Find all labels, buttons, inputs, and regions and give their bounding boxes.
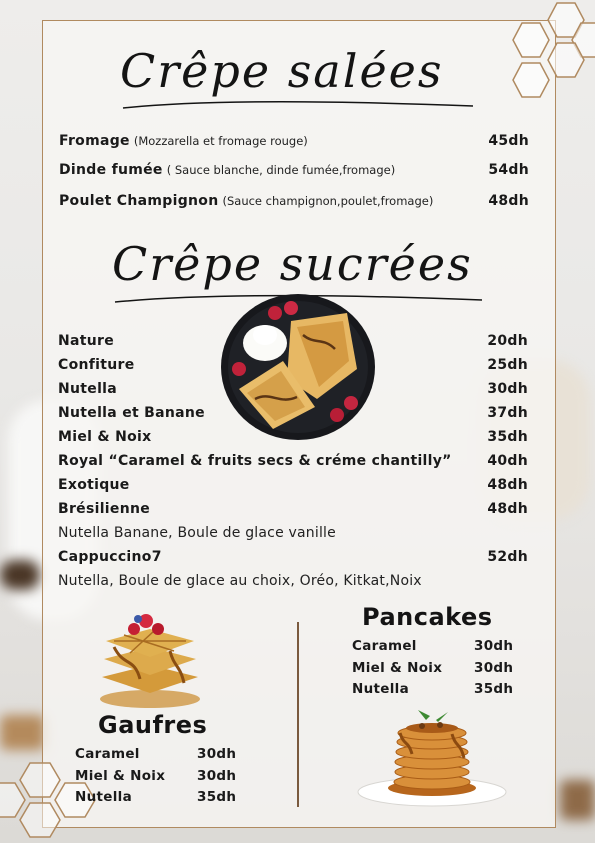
menu-item-sweet [58,381,528,403]
item-name: Exotique [58,477,130,493]
menu-item-sweet [58,429,528,451]
gaufres-title: Gaufres [98,711,208,739]
item-price: 40dh [487,453,528,469]
menu-item-cappuccino [58,549,528,571]
item-price: 52dh [487,549,528,565]
item-name: Confiture [58,357,135,373]
item-name: Nature [58,333,115,349]
item-price: 30dh [197,767,237,784]
gaufres-item [75,789,242,809]
item-price: 30dh [474,659,514,676]
item-name: Miel & Noix [352,659,443,676]
item-name: Royal “Caramel & fruits secs & créme chantilly” [58,453,452,469]
sweet-crepes-title: Crêpe sucrées [112,237,473,291]
item-name: Poulet Champignon [59,193,219,209]
menu-item-savory [59,193,529,215]
menu-item-sweet [58,453,528,475]
item-name: Dinde fumée [59,162,163,178]
title-swash [118,96,478,116]
item-price: 30dh [487,381,528,397]
item-name: Nutella [75,789,132,805]
item-price: 54dh [488,162,529,178]
pancakes-item [352,638,519,658]
pancakes-item [352,681,519,701]
section-divider [297,622,299,807]
pancakes-title: Pancakes [362,603,493,631]
menu-item-sweet [58,477,528,499]
item-price: 30dh [474,638,514,654]
item-name: Miel & Noix [75,767,166,784]
cappuccino-description: Nutella, Boule de glace au choix, Oréo, Kitkat,Noix [58,573,422,589]
background-cookie [0,715,45,750]
item-name: Nutella et Banane [58,405,205,421]
item-price: 48dh [488,193,529,209]
menu-item-savory [59,133,529,155]
item-description: (Sauce champignon,poulet,fromage) [222,194,434,208]
menu-item-sweet [58,501,528,523]
hexagon-decoration-top [495,0,595,110]
item-price: 35dh [474,681,514,697]
background-cookie-right [560,780,595,820]
item-price: 48dh [487,477,528,493]
item-price: 37dh [487,405,528,421]
savory-crepes-title: Crêpe salées [120,44,444,98]
menu-item-sweet [58,405,528,427]
item-name: Caramel [75,746,140,762]
item-name: Brésilienne [58,501,151,517]
item-price: 45dh [488,133,529,149]
item-name: Fromage [59,133,130,149]
bresilienne-description: Nutella Banane, Boule de glace vanille [58,525,336,541]
item-price: 20dh [487,333,528,349]
menu-item-sweet [58,333,528,355]
waffle-stack-illustration [94,607,206,711]
item-name: Miel & Noix [58,429,152,445]
item-name: Nutella [58,381,118,397]
background-beans [0,560,40,590]
gaufres-item [75,746,242,766]
item-price: 35dh [197,789,237,805]
gaufres-item [75,768,242,788]
item-price: 35dh [487,429,528,445]
menu-item-sweet [58,357,528,379]
item-price: 25dh [487,357,528,373]
item-description: (Mozzarella et fromage rouge) [133,134,308,148]
item-description: ( Sauce blanche, dinde fumée,fromage) [166,163,396,177]
pancake-stack-illustration [356,706,508,810]
menu-item-savory [59,162,529,184]
item-price: 30dh [197,746,237,762]
item-name: Cappuccino7 [58,549,162,565]
item-price: 48dh [487,501,528,517]
item-name: Caramel [352,638,417,654]
item-name: Nutella [352,681,409,697]
pancakes-item [352,660,519,680]
